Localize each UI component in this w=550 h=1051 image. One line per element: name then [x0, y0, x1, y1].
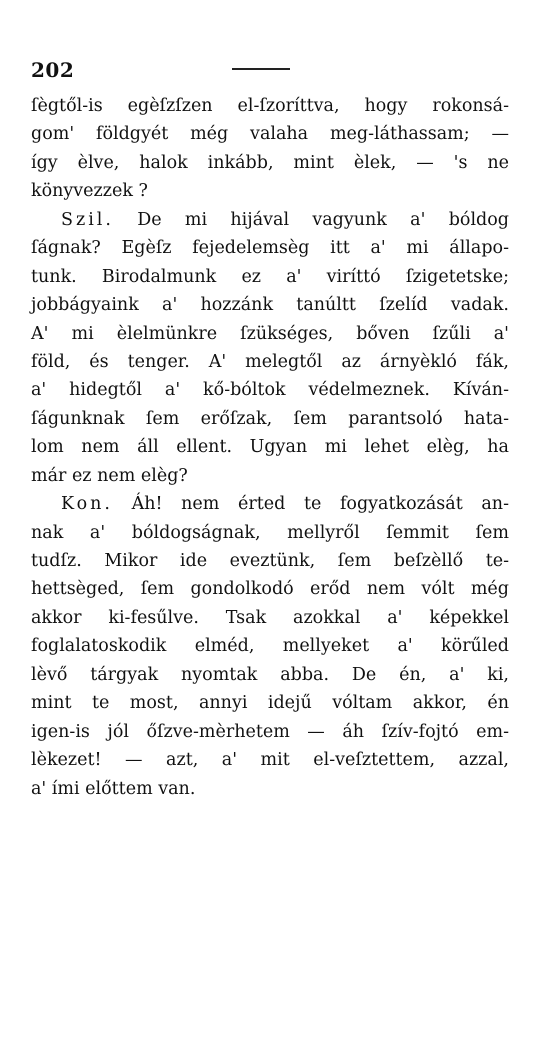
line-text: ſágunknak ſem erőſzak, ſem parantsoló hata- [31, 408, 509, 429]
text-line [31, 177, 509, 205]
text-line [31, 291, 509, 319]
text-line [31, 320, 509, 348]
text-line [31, 689, 509, 717]
line-text: lèvő tárgyak nyomtak abba. De én, a' ki, [31, 664, 509, 685]
text-line [31, 149, 509, 177]
line-text: könyvezzek ? [31, 181, 148, 202]
text-line [31, 604, 509, 632]
line-text: a' ími előttem van. [31, 778, 196, 799]
line-text: hettsèged, ſem gondolkodó erőd nem vólt még [31, 579, 509, 600]
text-line [31, 519, 509, 547]
text-line [31, 746, 509, 774]
speaker-name: Kon. [61, 494, 113, 515]
line-text: nak a' bóldogságnak, mellyről ſemmit ſem [31, 522, 509, 543]
text-line [31, 547, 509, 575]
text-line [31, 661, 509, 689]
line-text: tunk. Birodalmunk ez a' viríttó ſzigetetske; [31, 266, 509, 287]
line-text: foglalatoskodik elméd, mellyeket a' körűled [31, 636, 509, 657]
line-text: gom' földgyét még valaha meg-láthassam; — [31, 124, 509, 145]
line-text: igen-is jól őſzve-mèrhetem — áh ſzív-fojtó em- [31, 721, 509, 742]
text-line [31, 263, 509, 291]
line-text: a' hidegtől a' kő-bóltok védelmeznek. Kíván- [31, 380, 509, 401]
page-number: 202 [31, 58, 75, 82]
text-line [31, 234, 509, 262]
line-text: ſágnak? Egèſz fejedelemsèg itt a' mi állapo- [31, 238, 509, 259]
text-line [31, 718, 509, 746]
text-line [31, 462, 509, 490]
text-line [31, 376, 509, 404]
text-line [31, 405, 509, 433]
text-line [31, 433, 509, 461]
header-rule [232, 68, 290, 70]
line-text: tudſz. Mikor ide eveztünk, ſem beſzèllő te- [31, 551, 509, 571]
text-line [31, 775, 509, 803]
line-text: föld, és tenger. A' melegtől az árnyèkló fák, [31, 351, 509, 372]
line-text: így èlve, halok inkább, mint èlek, — 's ne [31, 152, 509, 173]
line-text: már ez nem elèg? [31, 465, 188, 486]
text-line [31, 348, 509, 376]
line-text: A' mi èlelmünkre ſzükséges, bőven ſzűli a' [31, 323, 509, 344]
speaker-name: Szil. [61, 209, 114, 230]
line-text: jobbágyaink a' hozzánk tanúltt ſzelíd vadak. [31, 295, 509, 316]
text-line [31, 490, 509, 518]
line-text: Áh! nem érted te fogyatkozását an- [112, 494, 509, 515]
body-text [31, 92, 509, 803]
text-line [31, 575, 509, 603]
line-text: De mi hijával vagyunk a' bóldog [113, 209, 509, 230]
line-text: mint te most, annyi idejű vóltam akkor, én [31, 693, 509, 714]
text-line [31, 632, 509, 660]
text-line [31, 120, 509, 148]
text-line [31, 92, 509, 120]
line-text: akkor ki-fesűlve. Tsak azokkal a' képekkel [31, 607, 509, 628]
text-line [31, 206, 509, 234]
line-text: lom nem áll ellent. Ugyan mi lehet elèg, ha [31, 437, 509, 458]
line-text: ſègtől-is egèſzſzen el-ſzoríttva, hogy rokonsá- [31, 96, 509, 116]
line-text: lèkezet! — azt, a' mit el-veſztettem, azzal, [31, 750, 509, 771]
